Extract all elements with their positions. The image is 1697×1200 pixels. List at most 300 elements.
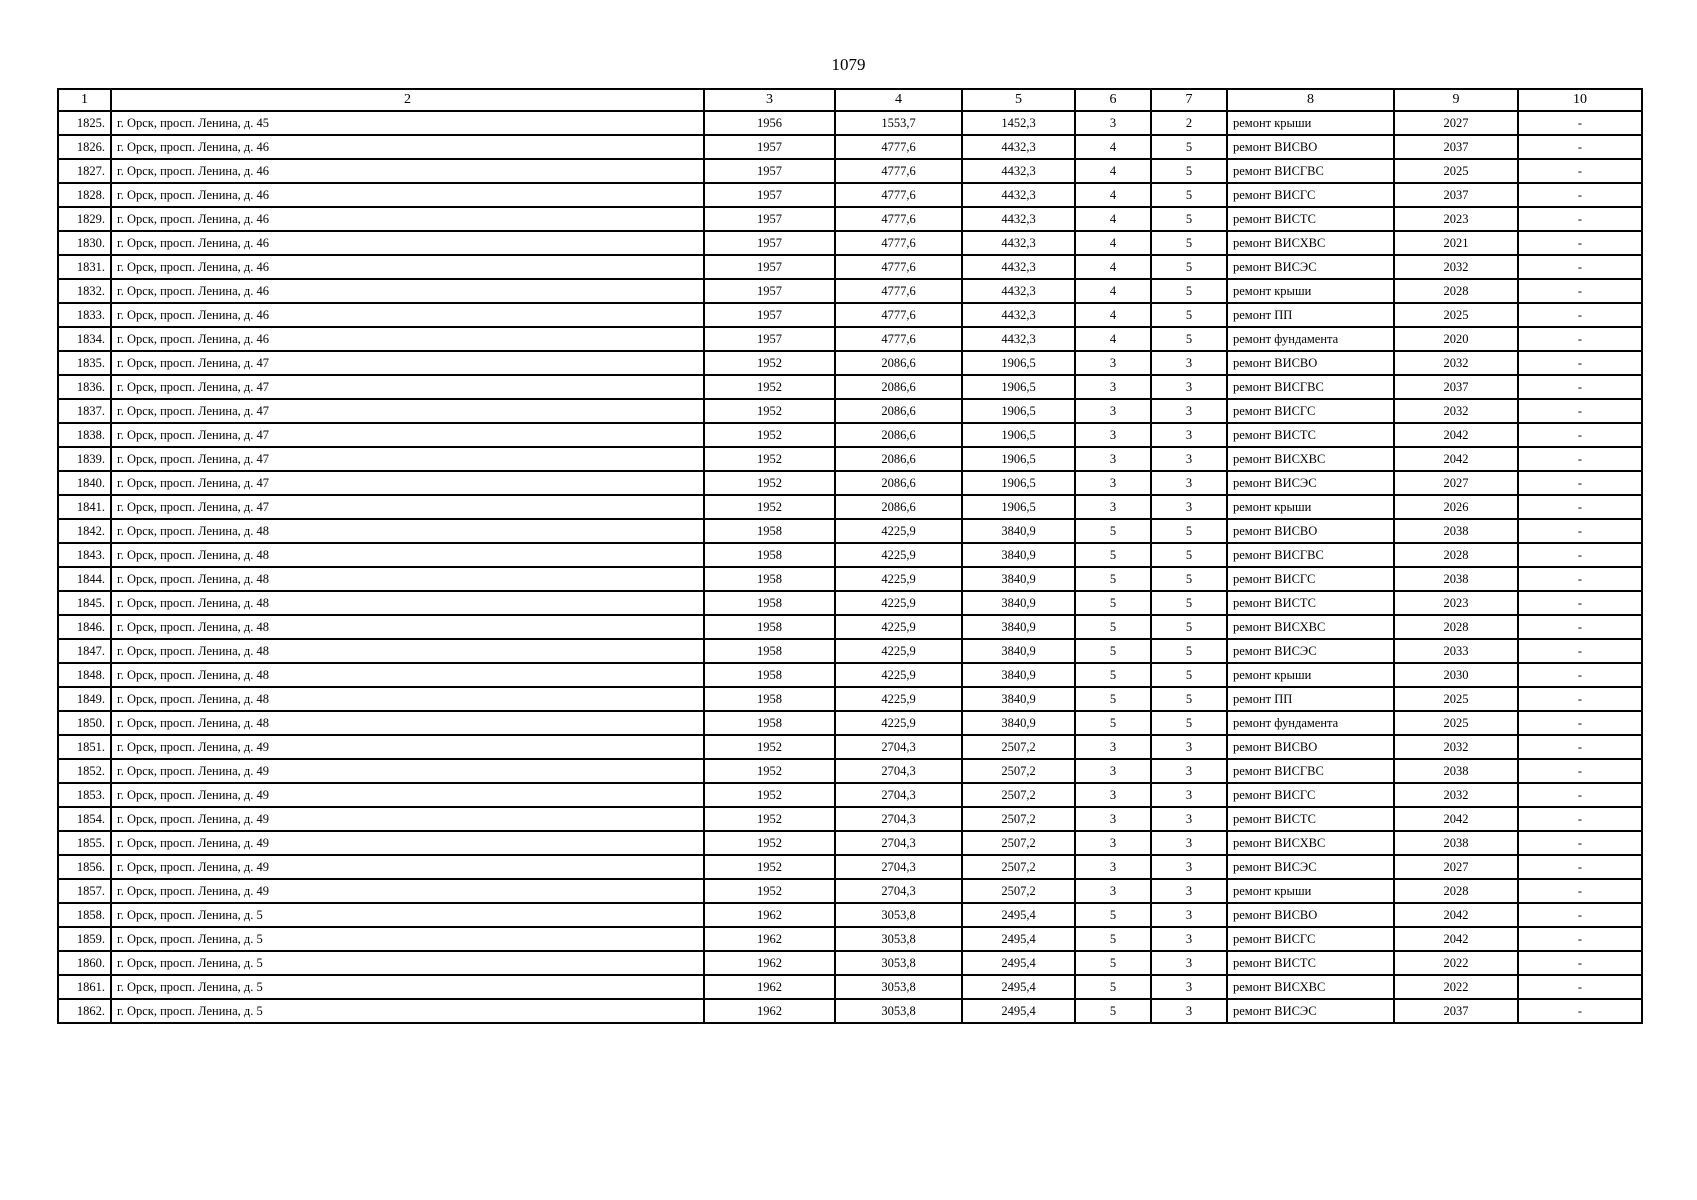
note-cell: - bbox=[1518, 327, 1642, 351]
address-cell: г. Орск, просп. Ленина, д. 46 bbox=[111, 231, 704, 255]
year-cell: 1957 bbox=[704, 303, 835, 327]
living-area-cell: 1906,5 bbox=[962, 399, 1075, 423]
address-cell: г. Орск, просп. Ленина, д. 46 bbox=[111, 183, 704, 207]
registry-table bbox=[57, 88, 1643, 1024]
total-area-cell: 2086,6 bbox=[835, 495, 962, 519]
address-cell: г. Орск, просп. Ленина, д. 5 bbox=[111, 927, 704, 951]
living-area-cell: 3840,9 bbox=[962, 567, 1075, 591]
year-cell: 1956 bbox=[704, 111, 835, 135]
total-area-cell: 4225,9 bbox=[835, 567, 962, 591]
living-area-cell: 4432,3 bbox=[962, 207, 1075, 231]
planned-year-cell: 2032 bbox=[1394, 399, 1518, 423]
row-number-cell: 1844. bbox=[58, 567, 111, 591]
row-number-cell: 1825. bbox=[58, 111, 111, 135]
entrances-cell: 3 bbox=[1151, 879, 1227, 903]
floors-cell: 3 bbox=[1075, 783, 1151, 807]
total-area-cell: 4777,6 bbox=[835, 183, 962, 207]
work-type-cell: ремонт ВИСВО bbox=[1227, 519, 1394, 543]
planned-year-cell: 2030 bbox=[1394, 663, 1518, 687]
table-row bbox=[58, 999, 1642, 1023]
address-cell: г. Орск, просп. Ленина, д. 48 bbox=[111, 711, 704, 735]
entrances-cell: 5 bbox=[1151, 519, 1227, 543]
table-row bbox=[58, 615, 1642, 639]
table-row bbox=[58, 567, 1642, 591]
living-area-cell: 3840,9 bbox=[962, 711, 1075, 735]
floors-cell: 5 bbox=[1075, 567, 1151, 591]
floors-cell: 5 bbox=[1075, 951, 1151, 975]
table-row bbox=[58, 735, 1642, 759]
total-area-cell: 4225,9 bbox=[835, 543, 962, 567]
entrances-cell: 3 bbox=[1151, 735, 1227, 759]
table-row bbox=[58, 591, 1642, 615]
address-cell: г. Орск, просп. Ленина, д. 5 bbox=[111, 951, 704, 975]
year-cell: 1958 bbox=[704, 663, 835, 687]
total-area-cell: 2086,6 bbox=[835, 423, 962, 447]
entrances-cell: 5 bbox=[1151, 591, 1227, 615]
note-cell: - bbox=[1518, 519, 1642, 543]
note-cell: - bbox=[1518, 303, 1642, 327]
work-type-cell: ремонт ВИСТС bbox=[1227, 423, 1394, 447]
table-row bbox=[58, 159, 1642, 183]
address-cell: г. Орск, просп. Ленина, д. 47 bbox=[111, 399, 704, 423]
entrances-cell: 3 bbox=[1151, 783, 1227, 807]
year-cell: 1957 bbox=[704, 231, 835, 255]
floors-cell: 4 bbox=[1075, 279, 1151, 303]
living-area-cell: 4432,3 bbox=[962, 303, 1075, 327]
work-type-cell: ремонт ВИСЭС bbox=[1227, 855, 1394, 879]
floors-cell: 4 bbox=[1075, 255, 1151, 279]
work-type-cell: ремонт ВИСТС bbox=[1227, 807, 1394, 831]
header-row bbox=[58, 89, 1642, 111]
total-area-cell: 4225,9 bbox=[835, 639, 962, 663]
total-area-cell: 2704,3 bbox=[835, 807, 962, 831]
address-cell: г. Орск, просп. Ленина, д. 48 bbox=[111, 687, 704, 711]
floors-cell: 4 bbox=[1075, 183, 1151, 207]
living-area-cell: 3840,9 bbox=[962, 519, 1075, 543]
work-type-cell: ремонт ВИСЭС bbox=[1227, 471, 1394, 495]
year-cell: 1952 bbox=[704, 735, 835, 759]
total-area-cell: 3053,8 bbox=[835, 927, 962, 951]
planned-year-cell: 2037 bbox=[1394, 183, 1518, 207]
note-cell: - bbox=[1518, 543, 1642, 567]
note-cell: - bbox=[1518, 447, 1642, 471]
living-area-cell: 3840,9 bbox=[962, 591, 1075, 615]
year-cell: 1952 bbox=[704, 471, 835, 495]
row-number-cell: 1849. bbox=[58, 687, 111, 711]
table-row bbox=[58, 879, 1642, 903]
planned-year-cell: 2038 bbox=[1394, 831, 1518, 855]
table-row bbox=[58, 759, 1642, 783]
entrances-cell: 3 bbox=[1151, 423, 1227, 447]
table-row bbox=[58, 903, 1642, 927]
address-cell: г. Орск, просп. Ленина, д. 49 bbox=[111, 759, 704, 783]
table-row bbox=[58, 327, 1642, 351]
total-area-cell: 2086,6 bbox=[835, 399, 962, 423]
planned-year-cell: 2033 bbox=[1394, 639, 1518, 663]
year-cell: 1952 bbox=[704, 783, 835, 807]
address-cell: г. Орск, просп. Ленина, д. 48 bbox=[111, 543, 704, 567]
note-cell: - bbox=[1518, 591, 1642, 615]
address-cell: г. Орск, просп. Ленина, д. 48 bbox=[111, 567, 704, 591]
note-cell: - bbox=[1518, 663, 1642, 687]
row-number-cell: 1853. bbox=[58, 783, 111, 807]
floors-cell: 4 bbox=[1075, 135, 1151, 159]
floors-cell: 5 bbox=[1075, 999, 1151, 1023]
address-cell: г. Орск, просп. Ленина, д. 49 bbox=[111, 831, 704, 855]
row-number-cell: 1855. bbox=[58, 831, 111, 855]
column-header: 1 bbox=[58, 89, 111, 111]
column-header: 5 bbox=[962, 89, 1075, 111]
column-header: 4 bbox=[835, 89, 962, 111]
address-cell: г. Орск, просп. Ленина, д. 49 bbox=[111, 879, 704, 903]
planned-year-cell: 2023 bbox=[1394, 207, 1518, 231]
year-cell: 1962 bbox=[704, 975, 835, 999]
living-area-cell: 2507,2 bbox=[962, 759, 1075, 783]
living-area-cell: 4432,3 bbox=[962, 231, 1075, 255]
note-cell: - bbox=[1518, 231, 1642, 255]
floors-cell: 5 bbox=[1075, 591, 1151, 615]
work-type-cell: ремонт фундамента bbox=[1227, 327, 1394, 351]
note-cell: - bbox=[1518, 975, 1642, 999]
row-number-cell: 1847. bbox=[58, 639, 111, 663]
table-row bbox=[58, 255, 1642, 279]
floors-cell: 4 bbox=[1075, 327, 1151, 351]
planned-year-cell: 2023 bbox=[1394, 591, 1518, 615]
total-area-cell: 4777,6 bbox=[835, 279, 962, 303]
living-area-cell: 2495,4 bbox=[962, 903, 1075, 927]
note-cell: - bbox=[1518, 111, 1642, 135]
floors-cell: 3 bbox=[1075, 375, 1151, 399]
row-number-cell: 1836. bbox=[58, 375, 111, 399]
address-cell: г. Орск, просп. Ленина, д. 47 bbox=[111, 447, 704, 471]
note-cell: - bbox=[1518, 999, 1642, 1023]
entrances-cell: 3 bbox=[1151, 375, 1227, 399]
entrances-cell: 3 bbox=[1151, 759, 1227, 783]
row-number-cell: 1837. bbox=[58, 399, 111, 423]
year-cell: 1957 bbox=[704, 279, 835, 303]
entrances-cell: 5 bbox=[1151, 615, 1227, 639]
year-cell: 1958 bbox=[704, 519, 835, 543]
entrances-cell: 5 bbox=[1151, 567, 1227, 591]
living-area-cell: 1906,5 bbox=[962, 375, 1075, 399]
total-area-cell: 4777,6 bbox=[835, 135, 962, 159]
planned-year-cell: 2042 bbox=[1394, 903, 1518, 927]
planned-year-cell: 2028 bbox=[1394, 543, 1518, 567]
row-number-cell: 1850. bbox=[58, 711, 111, 735]
floors-cell: 5 bbox=[1075, 639, 1151, 663]
floors-cell: 5 bbox=[1075, 927, 1151, 951]
table-body bbox=[58, 111, 1642, 1023]
address-cell: г. Орск, просп. Ленина, д. 49 bbox=[111, 735, 704, 759]
year-cell: 1952 bbox=[704, 831, 835, 855]
total-area-cell: 2086,6 bbox=[835, 447, 962, 471]
table-row bbox=[58, 855, 1642, 879]
floors-cell: 4 bbox=[1075, 207, 1151, 231]
address-cell: г. Орск, просп. Ленина, д. 48 bbox=[111, 519, 704, 543]
work-type-cell: ремонт ВИСВО bbox=[1227, 903, 1394, 927]
floors-cell: 5 bbox=[1075, 903, 1151, 927]
note-cell: - bbox=[1518, 471, 1642, 495]
entrances-cell: 3 bbox=[1151, 351, 1227, 375]
row-number-cell: 1841. bbox=[58, 495, 111, 519]
year-cell: 1952 bbox=[704, 879, 835, 903]
living-area-cell: 4432,3 bbox=[962, 183, 1075, 207]
planned-year-cell: 2038 bbox=[1394, 567, 1518, 591]
entrances-cell: 5 bbox=[1151, 639, 1227, 663]
living-area-cell: 2507,2 bbox=[962, 831, 1075, 855]
year-cell: 1962 bbox=[704, 999, 835, 1023]
floors-cell: 3 bbox=[1075, 831, 1151, 855]
table-row bbox=[58, 663, 1642, 687]
row-number-cell: 1838. bbox=[58, 423, 111, 447]
work-type-cell: ремонт крыши bbox=[1227, 663, 1394, 687]
planned-year-cell: 2025 bbox=[1394, 159, 1518, 183]
column-header: 9 bbox=[1394, 89, 1518, 111]
planned-year-cell: 2037 bbox=[1394, 999, 1518, 1023]
entrances-cell: 3 bbox=[1151, 999, 1227, 1023]
year-cell: 1952 bbox=[704, 399, 835, 423]
living-area-cell: 2495,4 bbox=[962, 975, 1075, 999]
floors-cell: 5 bbox=[1075, 615, 1151, 639]
entrances-cell: 5 bbox=[1151, 207, 1227, 231]
living-area-cell: 2507,2 bbox=[962, 735, 1075, 759]
work-type-cell: ремонт ВИСВО bbox=[1227, 351, 1394, 375]
work-type-cell: ремонт крыши bbox=[1227, 111, 1394, 135]
floors-cell: 3 bbox=[1075, 111, 1151, 135]
entrances-cell: 5 bbox=[1151, 279, 1227, 303]
entrances-cell: 3 bbox=[1151, 855, 1227, 879]
address-cell: г. Орск, просп. Ленина, д. 46 bbox=[111, 327, 704, 351]
total-area-cell: 4225,9 bbox=[835, 663, 962, 687]
entrances-cell: 3 bbox=[1151, 951, 1227, 975]
living-area-cell: 2507,2 bbox=[962, 807, 1075, 831]
table-row bbox=[58, 471, 1642, 495]
planned-year-cell: 2042 bbox=[1394, 807, 1518, 831]
planned-year-cell: 2032 bbox=[1394, 783, 1518, 807]
column-header: 6 bbox=[1075, 89, 1151, 111]
table-row bbox=[58, 423, 1642, 447]
planned-year-cell: 2042 bbox=[1394, 447, 1518, 471]
total-area-cell: 4777,6 bbox=[835, 231, 962, 255]
table-row bbox=[58, 975, 1642, 999]
total-area-cell: 4225,9 bbox=[835, 687, 962, 711]
note-cell: - bbox=[1518, 279, 1642, 303]
table-row bbox=[58, 111, 1642, 135]
year-cell: 1957 bbox=[704, 327, 835, 351]
note-cell: - bbox=[1518, 855, 1642, 879]
total-area-cell: 3053,8 bbox=[835, 951, 962, 975]
table-row bbox=[58, 303, 1642, 327]
table-row bbox=[58, 543, 1642, 567]
entrances-cell: 3 bbox=[1151, 471, 1227, 495]
living-area-cell: 2495,4 bbox=[962, 927, 1075, 951]
planned-year-cell: 2028 bbox=[1394, 279, 1518, 303]
planned-year-cell: 2032 bbox=[1394, 351, 1518, 375]
work-type-cell: ремонт ВИСХВС bbox=[1227, 831, 1394, 855]
living-area-cell: 4432,3 bbox=[962, 327, 1075, 351]
entrances-cell: 3 bbox=[1151, 903, 1227, 927]
work-type-cell: ремонт крыши bbox=[1227, 879, 1394, 903]
address-cell: г. Орск, просп. Ленина, д. 5 bbox=[111, 903, 704, 927]
row-number-cell: 1826. bbox=[58, 135, 111, 159]
table-row bbox=[58, 783, 1642, 807]
row-number-cell: 1862. bbox=[58, 999, 111, 1023]
planned-year-cell: 2027 bbox=[1394, 855, 1518, 879]
note-cell: - bbox=[1518, 807, 1642, 831]
note-cell: - bbox=[1518, 927, 1642, 951]
total-area-cell: 1553,7 bbox=[835, 111, 962, 135]
entrances-cell: 3 bbox=[1151, 927, 1227, 951]
entrances-cell: 5 bbox=[1151, 255, 1227, 279]
living-area-cell: 3840,9 bbox=[962, 543, 1075, 567]
work-type-cell: ремонт крыши bbox=[1227, 279, 1394, 303]
year-cell: 1952 bbox=[704, 807, 835, 831]
table-row bbox=[58, 135, 1642, 159]
work-type-cell: ремонт ВИСГС bbox=[1227, 783, 1394, 807]
total-area-cell: 4777,6 bbox=[835, 255, 962, 279]
work-type-cell: ремонт ВИСГС bbox=[1227, 927, 1394, 951]
floors-cell: 4 bbox=[1075, 231, 1151, 255]
planned-year-cell: 2032 bbox=[1394, 735, 1518, 759]
table-row bbox=[58, 279, 1642, 303]
total-area-cell: 4777,6 bbox=[835, 159, 962, 183]
year-cell: 1957 bbox=[704, 255, 835, 279]
work-type-cell: ремонт ВИСХВС bbox=[1227, 447, 1394, 471]
total-area-cell: 2086,6 bbox=[835, 351, 962, 375]
work-type-cell: ремонт ВИСГВС bbox=[1227, 759, 1394, 783]
floors-cell: 3 bbox=[1075, 759, 1151, 783]
row-number-cell: 1829. bbox=[58, 207, 111, 231]
row-number-cell: 1856. bbox=[58, 855, 111, 879]
year-cell: 1958 bbox=[704, 711, 835, 735]
table-row bbox=[58, 831, 1642, 855]
year-cell: 1952 bbox=[704, 423, 835, 447]
floors-cell: 4 bbox=[1075, 159, 1151, 183]
note-cell: - bbox=[1518, 711, 1642, 735]
note-cell: - bbox=[1518, 759, 1642, 783]
note-cell: - bbox=[1518, 495, 1642, 519]
total-area-cell: 2704,3 bbox=[835, 783, 962, 807]
total-area-cell: 4225,9 bbox=[835, 591, 962, 615]
living-area-cell: 4432,3 bbox=[962, 135, 1075, 159]
table-row bbox=[58, 183, 1642, 207]
row-number-cell: 1859. bbox=[58, 927, 111, 951]
entrances-cell: 5 bbox=[1151, 135, 1227, 159]
note-cell: - bbox=[1518, 951, 1642, 975]
address-cell: г. Орск, просп. Ленина, д. 46 bbox=[111, 255, 704, 279]
total-area-cell: 2086,6 bbox=[835, 375, 962, 399]
row-number-cell: 1828. bbox=[58, 183, 111, 207]
floors-cell: 3 bbox=[1075, 351, 1151, 375]
living-area-cell: 3840,9 bbox=[962, 639, 1075, 663]
table-row bbox=[58, 927, 1642, 951]
planned-year-cell: 2037 bbox=[1394, 375, 1518, 399]
entrances-cell: 3 bbox=[1151, 495, 1227, 519]
living-area-cell: 3840,9 bbox=[962, 687, 1075, 711]
year-cell: 1952 bbox=[704, 375, 835, 399]
row-number-cell: 1852. bbox=[58, 759, 111, 783]
planned-year-cell: 2022 bbox=[1394, 951, 1518, 975]
row-number-cell: 1842. bbox=[58, 519, 111, 543]
year-cell: 1957 bbox=[704, 135, 835, 159]
column-header: 2 bbox=[111, 89, 704, 111]
row-number-cell: 1848. bbox=[58, 663, 111, 687]
year-cell: 1957 bbox=[704, 183, 835, 207]
row-number-cell: 1840. bbox=[58, 471, 111, 495]
row-number-cell: 1830. bbox=[58, 231, 111, 255]
address-cell: г. Орск, просп. Ленина, д. 47 bbox=[111, 495, 704, 519]
note-cell: - bbox=[1518, 375, 1642, 399]
work-type-cell: ремонт ВИСЭС bbox=[1227, 255, 1394, 279]
planned-year-cell: 2027 bbox=[1394, 111, 1518, 135]
work-type-cell: ремонт фундамента bbox=[1227, 711, 1394, 735]
table-row bbox=[58, 807, 1642, 831]
note-cell: - bbox=[1518, 735, 1642, 759]
work-type-cell: ремонт ПП bbox=[1227, 687, 1394, 711]
floors-cell: 3 bbox=[1075, 735, 1151, 759]
row-number-cell: 1831. bbox=[58, 255, 111, 279]
floors-cell: 3 bbox=[1075, 855, 1151, 879]
total-area-cell: 2704,3 bbox=[835, 879, 962, 903]
living-area-cell: 2507,2 bbox=[962, 879, 1075, 903]
work-type-cell: ремонт ВИСЭС bbox=[1227, 999, 1394, 1023]
year-cell: 1958 bbox=[704, 543, 835, 567]
entrances-cell: 3 bbox=[1151, 399, 1227, 423]
total-area-cell: 2704,3 bbox=[835, 735, 962, 759]
note-cell: - bbox=[1518, 615, 1642, 639]
year-cell: 1952 bbox=[704, 351, 835, 375]
work-type-cell: ремонт ВИСТС bbox=[1227, 951, 1394, 975]
work-type-cell: ремонт ВИСХВС bbox=[1227, 615, 1394, 639]
table-row bbox=[58, 231, 1642, 255]
note-cell: - bbox=[1518, 255, 1642, 279]
row-number-cell: 1845. bbox=[58, 591, 111, 615]
total-area-cell: 2086,6 bbox=[835, 471, 962, 495]
entrances-cell: 5 bbox=[1151, 327, 1227, 351]
note-cell: - bbox=[1518, 399, 1642, 423]
year-cell: 1962 bbox=[704, 927, 835, 951]
table-row bbox=[58, 375, 1642, 399]
table-row bbox=[58, 639, 1642, 663]
entrances-cell: 3 bbox=[1151, 807, 1227, 831]
address-cell: г. Орск, просп. Ленина, д. 47 bbox=[111, 351, 704, 375]
row-number-cell: 1860. bbox=[58, 951, 111, 975]
entrances-cell: 5 bbox=[1151, 183, 1227, 207]
address-cell: г. Орск, просп. Ленина, д. 5 bbox=[111, 999, 704, 1023]
living-area-cell: 2495,4 bbox=[962, 951, 1075, 975]
address-cell: г. Орск, просп. Ленина, д. 48 bbox=[111, 591, 704, 615]
living-area-cell: 4432,3 bbox=[962, 159, 1075, 183]
floors-cell: 3 bbox=[1075, 423, 1151, 447]
work-type-cell: ремонт ВИСВО bbox=[1227, 135, 1394, 159]
total-area-cell: 2704,3 bbox=[835, 831, 962, 855]
address-cell: г. Орск, просп. Ленина, д. 5 bbox=[111, 975, 704, 999]
table-row bbox=[58, 447, 1642, 471]
address-cell: г. Орск, просп. Ленина, д. 49 bbox=[111, 807, 704, 831]
planned-year-cell: 2025 bbox=[1394, 711, 1518, 735]
planned-year-cell: 2028 bbox=[1394, 879, 1518, 903]
floors-cell: 5 bbox=[1075, 663, 1151, 687]
row-number-cell: 1846. bbox=[58, 615, 111, 639]
row-number-cell: 1833. bbox=[58, 303, 111, 327]
entrances-cell: 5 bbox=[1151, 159, 1227, 183]
address-cell: г. Орск, просп. Ленина, д. 47 bbox=[111, 423, 704, 447]
planned-year-cell: 2025 bbox=[1394, 303, 1518, 327]
floors-cell: 5 bbox=[1075, 543, 1151, 567]
table-row bbox=[58, 399, 1642, 423]
year-cell: 1957 bbox=[704, 207, 835, 231]
row-number-cell: 1835. bbox=[58, 351, 111, 375]
